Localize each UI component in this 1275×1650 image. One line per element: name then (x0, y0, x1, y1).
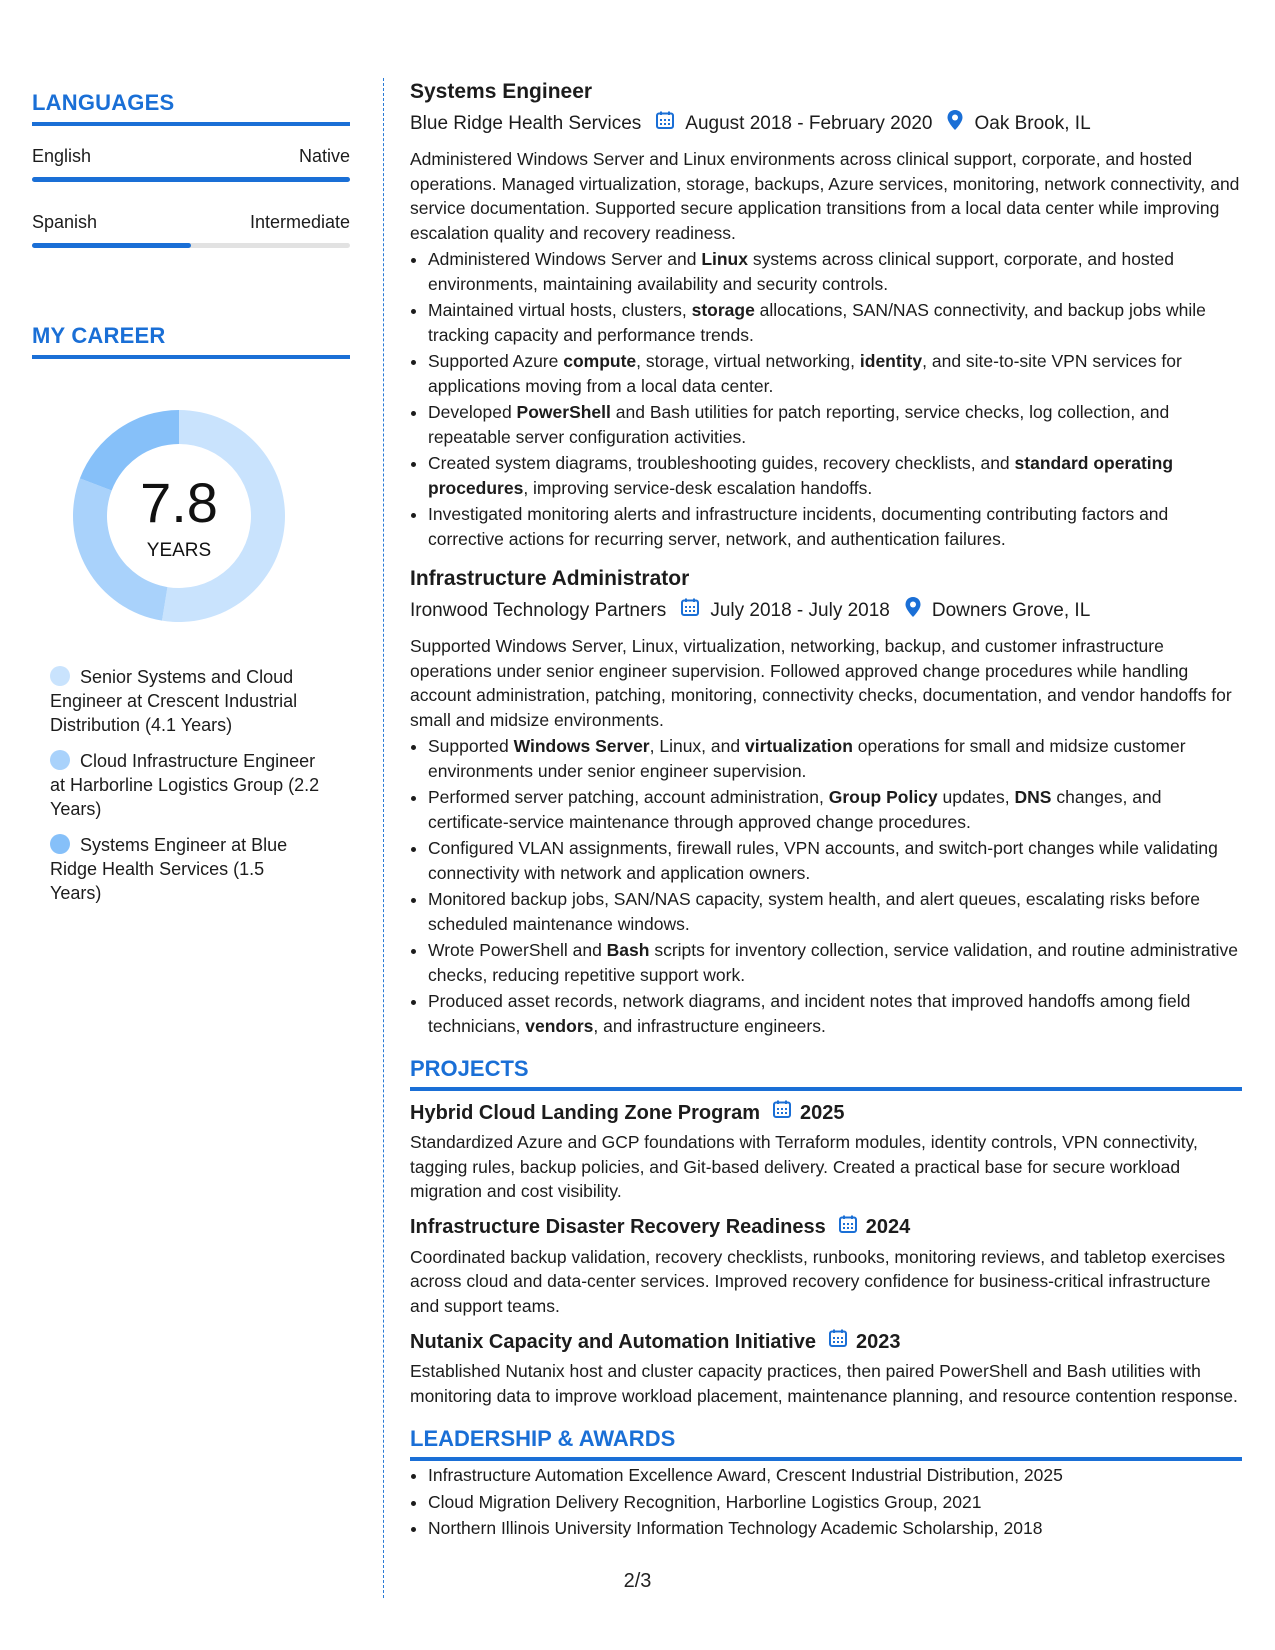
bullet-text: Maintained virtual hosts, clusters, (428, 300, 692, 320)
bullet-text: updates, (937, 787, 1015, 807)
awards-heading: LEADERSHIP & AWARDS (410, 1426, 1242, 1461)
project-entry (410, 1328, 1242, 1408)
bullet-item (428, 451, 1242, 500)
job-dates: July 2018 - July 2018 (710, 600, 890, 621)
career-years-unit: YEARS (146, 540, 212, 561)
legend-label: Cloud Infrastructure Engineer at Harborline Logistics Group (2.2 Years) (50, 751, 320, 819)
job-location: Oak Brook, IL (974, 113, 1091, 134)
job-company: Blue Ridge Health Services (410, 113, 642, 134)
experience-entry (410, 78, 1242, 551)
calendar-icon (680, 597, 700, 625)
career-donut-chart (66, 403, 292, 629)
career-total-years: 7.8 (140, 471, 218, 534)
bullet-item (428, 298, 1242, 347)
awards-list (410, 1463, 1242, 1541)
project-header (410, 1328, 1242, 1355)
bullet-keyword: virtualization (744, 736, 853, 756)
bullet-text: operations for small and midsize customer environments under senior engineer supervision. (428, 736, 1186, 781)
calendar-icon (828, 1328, 848, 1355)
bullet-keyword: DNS (1014, 787, 1052, 807)
legend-label: Senior Systems and Cloud Engineer at Crescent Industrial Distribution (4.1 Years) (50, 667, 298, 735)
bullet-keyword: Linux (701, 249, 748, 269)
career-heading: MY CAREER (32, 323, 350, 359)
experience-list (410, 78, 1242, 1038)
bullet-text: , storage, virtual networking, (636, 351, 860, 371)
project-description: Established Nutanix host and cluster capacity practices, then paired PowerShell and Bash utilities with monitoring data to improve workload placement, maintenance planning, and resource contention response. (410, 1361, 1238, 1406)
bullet-text: Administered Windows Server and (428, 249, 702, 269)
legend-label: Systems Engineer at Blue Ridge Health Services (1.5 Years) (50, 835, 288, 903)
bullet-keyword: storage (691, 300, 755, 320)
language-bar-fill (32, 243, 191, 248)
project-year: 2024 (865, 1216, 911, 1238)
project-year: 2025 (800, 1101, 845, 1124)
bullet-keyword: Group Policy (828, 787, 938, 807)
calendar-icon (655, 110, 675, 138)
job-dates: August 2018 - February 2020 (685, 113, 933, 134)
language-bar (32, 177, 350, 182)
location-pin-icon (904, 596, 922, 626)
bullet-item (428, 989, 1242, 1038)
bullet-text: scripts for inventory collection, service validation, and routine administrative checks, reducing repetitive support work. (428, 940, 1238, 985)
bullet-item (428, 349, 1242, 398)
bullet-text: Monitored backup jobs, SAN/NAS capacity, system health, and alert queues, escalating risks before scheduled maintenance windows. (428, 889, 1201, 934)
language-bar (32, 243, 350, 248)
legend-item (50, 665, 320, 737)
job-bullets (410, 734, 1242, 1038)
bullet-text: and Bash utilities for patch reporting, service checks, log collection, and repeatable server configuration activities. (428, 402, 1170, 447)
bullet-item (428, 247, 1242, 296)
bullet-text: systems across clinical support, corporate, and hosted environments, maintaining availability and security controls. (428, 249, 1175, 294)
bullet-text: changes, and certificate-service maintenance through approved change procedures. (428, 787, 1162, 832)
project-year: 2023 (855, 1330, 901, 1353)
bullet-text: Supported (428, 736, 514, 756)
job-location: Downers Grove, IL (931, 600, 1091, 621)
language-level: Native (298, 146, 350, 166)
bullet-item (428, 734, 1242, 783)
award-item: • Cloud Migration Delivery Recognition, Harborline Logistics Group, 2021 (428, 1490, 1242, 1515)
job-title: Systems Engineer (410, 80, 593, 103)
experience-entry (410, 565, 1242, 1038)
award-item: • Northern Illinois University Information Technology Academic Scholarship, 2018 (428, 1516, 1242, 1541)
bullet-item (428, 502, 1242, 551)
bullet-keyword: compute (563, 351, 637, 371)
award-item: • Infrastructure Automation Excellence Award, Crescent Industrial Distribution, 2025 (428, 1463, 1242, 1488)
languages-heading: LANGUAGES (32, 90, 350, 126)
job-summary: Supported Windows Server, Linux, virtualization, networking, backup, and customer infrastructure operations under senior engineer supervision. Followed approved change procedures while handling account administration, patching, monitoring, connectivity checks, documentation, and vendor handoffs for small and midsize environments. (410, 636, 1232, 730)
project-description: Standardized Azure and GCP foundations with Terraform modules, identity controls, VPN connectivity, tagging rules, backup policies, and Git-based delivery. Created a practical base for secure workload migration and cost visibility. (410, 1132, 1198, 1201)
bullet-text: Performed server patching, account administration, (428, 787, 829, 807)
legend-dot (50, 666, 70, 686)
language-item (32, 212, 350, 248)
job-company: Ironwood Technology Partners (410, 600, 667, 621)
location-pin-icon (946, 109, 964, 139)
bullet-text: , and infrastructure engineers. (593, 1015, 826, 1036)
bullet-text: allocations, SAN/NAS connectivity, and backup jobs while tracking capacity and performance trends. (428, 300, 1206, 345)
bullet-item (428, 938, 1242, 987)
bullet-text: , Linux, and (649, 736, 745, 756)
bullet-text: Produced asset records, network diagrams, and incident notes that improved handoffs among field technicians, (428, 991, 1191, 1036)
bullet-keyword: identity (859, 351, 923, 371)
sidebar (32, 90, 350, 917)
job-summary: Administered Windows Server and Linux environments across clinical support, corporate, and hosted operations. Managed virtualization, storage, backups, Azure services, monitoring, network connectivity, and service documentation. Supported secure application transitions from a local data center while improving escalation quality and recovery readiness. (410, 149, 1240, 243)
page-number: 2/3 (623, 1570, 652, 1592)
legend-item (50, 833, 320, 905)
bullet-keyword: Bash (606, 940, 650, 960)
bullet-text: Investigated monitoring alerts and infrastructure incidents, documenting contributing factors and corrective actions for recurring server, network, and authentication failures. (428, 504, 1169, 549)
job-meta (410, 596, 1242, 626)
language-item (32, 146, 350, 182)
calendar-icon (838, 1214, 858, 1241)
bullet-text: Developed (428, 402, 517, 422)
bullet-item (428, 785, 1242, 834)
project-description: Coordinated backup validation, recovery checklists, runbooks, monitoring reviews, and tabletop exercises across cloud and data-center services. Improved recovery confidence for business-critical infrastructure and support teams. (410, 1246, 1226, 1316)
project-name: Hybrid Cloud Landing Zone Program (410, 1101, 760, 1124)
column-divider (383, 78, 384, 1598)
bullet-keyword: PowerShell (516, 402, 611, 422)
project-entry (410, 1099, 1242, 1204)
bullet-text: Supported Azure (428, 351, 564, 371)
language-name: Spanish (32, 212, 98, 232)
job-bullets (410, 247, 1242, 551)
bullet-text: , and site-to-site VPN services for applications moving from a local data center. (428, 351, 1182, 396)
project-entry (410, 1214, 1242, 1319)
project-header (410, 1214, 1242, 1241)
project-name: Nutanix Capacity and Automation Initiative (410, 1330, 816, 1353)
projects-list (410, 1099, 1242, 1408)
bullet-item (428, 400, 1242, 449)
bullet-item (428, 836, 1242, 885)
language-level: Intermediate (249, 212, 350, 232)
bullet-item (428, 887, 1242, 936)
language-name: English (32, 146, 92, 166)
bullet-text: Created system diagrams, troubleshooting guides, recovery checklists, and (428, 453, 1015, 473)
job-meta (410, 109, 1242, 139)
bullet-text: Wrote PowerShell and (428, 940, 607, 960)
calendar-icon (772, 1099, 792, 1126)
bullet-keyword: Windows Server (513, 736, 650, 756)
bullet-text: , improving service-desk escalation handoffs. (523, 477, 873, 498)
bullet-keyword: vendors (525, 1015, 594, 1036)
legend-item (50, 749, 320, 821)
project-header (410, 1099, 1242, 1126)
job-title: Infrastructure Administrator (410, 567, 690, 590)
language-bar-fill (32, 177, 350, 182)
main-content (410, 78, 1242, 1543)
bullet-keyword: standard operating procedures (428, 453, 1174, 498)
legend-dot (50, 750, 70, 770)
project-name: Infrastructure Disaster Recovery Readiness (410, 1216, 826, 1238)
legend-dot (50, 834, 70, 854)
projects-heading: PROJECTS (410, 1056, 1242, 1091)
bullet-text: Configured VLAN assignments, firewall rules, VPN accounts, and switch-port changes while validating connectivity with network and application owners. (428, 838, 1218, 883)
career-legend (50, 665, 320, 905)
